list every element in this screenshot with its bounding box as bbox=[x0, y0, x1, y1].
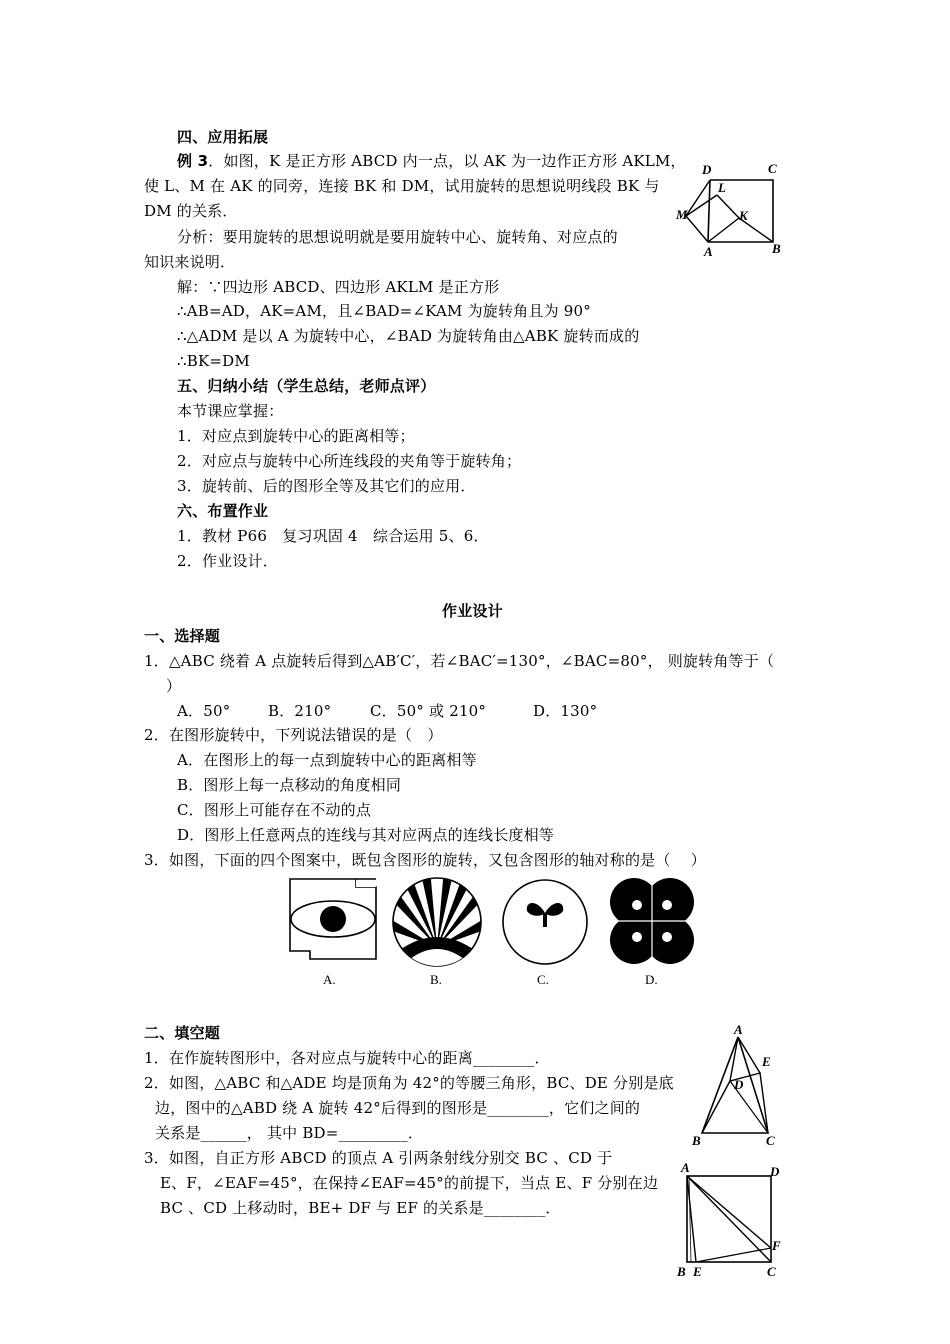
square-rays-figure bbox=[672, 1162, 792, 1287]
q1-line-1: 1．△ABC 绕着 A 点旋转后得到△AB′C′，若∠BAC′=130°，∠BAC=80°， 则旋转角等于（ bbox=[144, 652, 775, 670]
label-L: L bbox=[718, 180, 726, 195]
pattern-b bbox=[392, 877, 487, 972]
example-line-3: DM 的关系． bbox=[144, 202, 238, 220]
label-K: K bbox=[739, 208, 748, 223]
q3-stem: 3．如图，下面的四个图案中，既包含图形的旋转，又包含图形的轴对称的是（ ） bbox=[144, 851, 706, 869]
example-label: 例 3 bbox=[177, 152, 209, 170]
fig3-label-B: B bbox=[677, 1264, 686, 1279]
caption-d: D. bbox=[645, 972, 658, 987]
section6-item-1: 1．教材 P66 复习巩固 4 综合运用 5、6． bbox=[177, 527, 489, 545]
q2-option-b: B．图形上每一点移动的角度相同 bbox=[177, 776, 402, 794]
pattern-d bbox=[607, 877, 702, 972]
caption-a: A. bbox=[323, 972, 336, 987]
f2-line-3: 关系是______， 其中 BD=_________． bbox=[155, 1124, 424, 1142]
f2-line-2: 边，图中的△ABD 绕 A 旋转 42°后得到的图形是________，它们之间的 bbox=[155, 1099, 641, 1117]
section6-heading: 六、布置作业 bbox=[177, 502, 269, 520]
section5-item-1: 1．对应点到旋转中心的距离相等； bbox=[177, 427, 415, 445]
fig3-label-F: F bbox=[772, 1238, 781, 1253]
square-figure bbox=[670, 158, 800, 268]
f3-line-1: 3．如图，自正方形 ABCD 的顶点 A 引两条射线分别交 BC 、CD 于 bbox=[144, 1149, 613, 1167]
f1: 1．在作旋转图形中，各对应点与旋转中心的距离________． bbox=[144, 1049, 550, 1067]
q1-option-c: C．50° 或 210° bbox=[370, 702, 487, 720]
section5-item-3: 3．旋转前、后的图形全等及其它们的应用． bbox=[177, 477, 476, 495]
analysis-line-2: 知识来说明． bbox=[144, 253, 236, 271]
fig3-label-D: D bbox=[770, 1164, 780, 1179]
section5-item-2: 2．对应点与旋转中心所连线段的夹角等于旋转角； bbox=[177, 452, 522, 470]
f3-line-3: BC 、CD 上移动时，BE+ DF 与 EF 的关系是________． bbox=[160, 1199, 561, 1217]
f3-line-2: E、F，∠EAF=45°，在保持∠EAF=45°的前提下，当点 E、F 分别在边 bbox=[160, 1174, 659, 1192]
fig2-label-A: A bbox=[734, 1022, 743, 1037]
caption-b: B. bbox=[430, 972, 442, 987]
fig3-label-C: C bbox=[767, 1264, 776, 1279]
solution-line-3: ∴△ADM 是以 A 为旋转中心，∠BAD 为旋转角由△ABK 旋转而成的 bbox=[177, 327, 640, 345]
fill-heading: 二、填空题 bbox=[144, 1024, 221, 1042]
triangle-figure bbox=[688, 1022, 788, 1155]
homework-title: 作业设计 bbox=[442, 602, 503, 620]
q2-option-d: D．图形上任意两点的连线与其对应两点的连线长度相等 bbox=[177, 826, 555, 844]
solution-line-2: ∴AB=AD，AK=AM，且∠BAD=∠KAM 为旋转角且为 90° bbox=[177, 302, 591, 320]
example-line-2: 使 L、M 在 AK 的同旁，连接 BK 和 DM，试用旋转的思想说明线段 BK 与 bbox=[144, 177, 660, 195]
section4-heading: 四、应用拓展 bbox=[177, 128, 269, 146]
fig3-label-E: E bbox=[693, 1264, 702, 1279]
example-text: ．如图，K 是正方形 ABCD 内一点，以 AK 为一边作正方形 AKLM， bbox=[208, 152, 686, 170]
pattern-a bbox=[288, 877, 383, 967]
q2-stem: 2．在图形旋转中，下列说法错误的是（ ） bbox=[144, 726, 443, 744]
label-B: B bbox=[772, 241, 781, 256]
label-D: D bbox=[702, 162, 712, 177]
q1-option-d: D．130° bbox=[533, 702, 598, 720]
example-line-1 bbox=[177, 151, 686, 171]
q1-option-b: B．210° bbox=[268, 702, 332, 720]
label-C: C bbox=[768, 161, 777, 176]
choice-heading: 一、选择题 bbox=[144, 627, 221, 645]
label-A: A bbox=[704, 244, 713, 259]
f2-line-1: 2．如图，△ABC 和△ADE 均是顶角为 42°的等腰三角形，BC、DE 分别是底 bbox=[144, 1074, 674, 1092]
analysis-line-1: 分析：要用旋转的思想说明就是要用旋转中心、旋转角、对应点的 bbox=[177, 228, 618, 246]
q2-option-c: C．图形上可能存在不动的点 bbox=[177, 801, 372, 819]
caption-c: C. bbox=[537, 972, 549, 987]
solution-line-1: 解：∵四边形 ABCD、四边形 AKLM 是正方形 bbox=[177, 278, 500, 296]
section5-heading: 五、归纳小结（学生总结，老师点评） bbox=[177, 377, 436, 395]
fig2-label-B: B bbox=[692, 1133, 701, 1148]
label-M: M bbox=[676, 207, 688, 222]
q2-option-a: A．在图形上的每一点到旋转中心的距离相等 bbox=[177, 751, 477, 769]
fig3-label-A: A bbox=[681, 1160, 690, 1175]
solution-line-4: ∴BK=DM bbox=[177, 352, 250, 370]
q3-figures bbox=[285, 875, 705, 995]
fig2-label-C: C bbox=[766, 1133, 775, 1148]
pattern-c bbox=[501, 877, 596, 972]
section6-item-2: 2．作业设计． bbox=[177, 552, 278, 570]
section5-intro: 本节课应掌握： bbox=[177, 402, 284, 420]
q1-line-2: ） bbox=[166, 677, 182, 695]
q1-option-a: A．50° bbox=[177, 702, 231, 720]
fig2-label-E: E bbox=[762, 1054, 771, 1069]
fig2-label-D: D bbox=[734, 1077, 744, 1092]
